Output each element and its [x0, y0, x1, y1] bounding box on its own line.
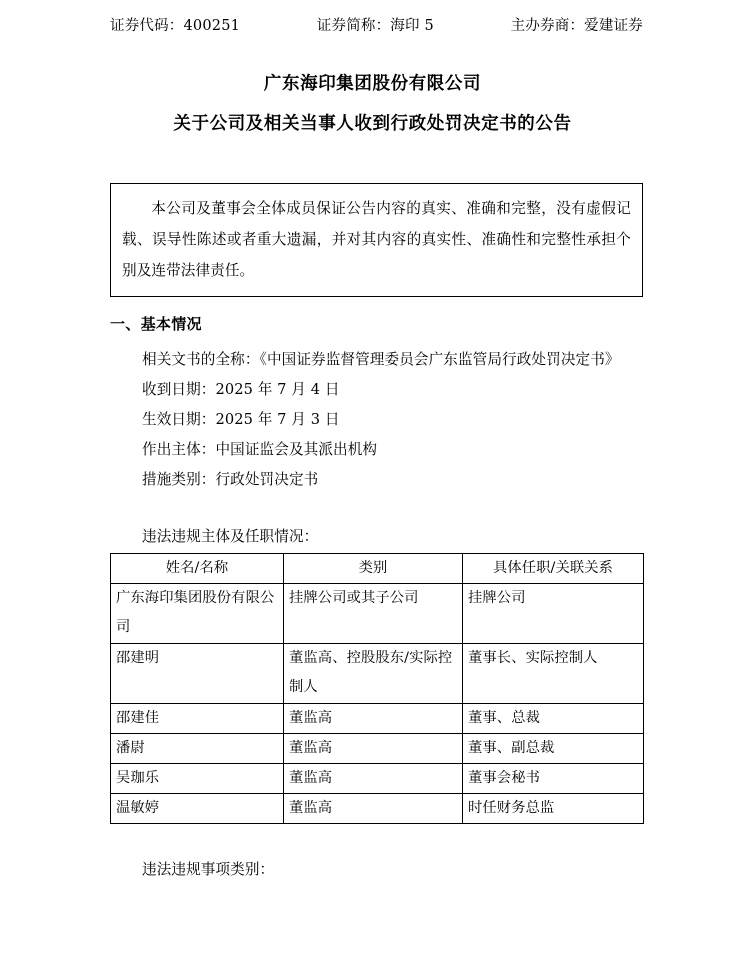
company-name-title: 广东海印集团股份有限公司: [263, 74, 482, 94]
table-row: [111, 764, 644, 794]
security-abbreviation-label: 证券简称：海印 5: [316, 18, 434, 34]
cell-category: 董监高: [284, 704, 463, 734]
disclaimer-text: 本公司及董事会全体成员保证公告内容的真实、准确和完整，没有虚假记载、误导性陈述或者重大遗漏，并对其内容的真实性、准确性和完整性承担个别及连带法律责任。: [122, 200, 631, 279]
cell-category: 挂牌公司或其子公司: [284, 584, 463, 644]
effective-date-line: 生效日期：2025 年 7 月 3 日: [142, 411, 340, 428]
subject-table-caption: 违法违规主体及任职情况：: [142, 528, 319, 545]
cell-name: 邵建明: [111, 644, 284, 704]
column-header-name: 姓名/名称: [111, 554, 284, 584]
cell-category: 董监高: [284, 764, 463, 794]
sponsor-broker-label: 主办券商：爱建证券: [510, 18, 643, 34]
basic-info-lines: [142, 345, 647, 495]
received-date-line: 收到日期：2025 年 7 月 4 日: [142, 381, 340, 398]
table-row: [111, 704, 644, 734]
cell-name: 温敏婷: [111, 794, 284, 824]
disclaimer-box: [110, 183, 643, 297]
column-header-category: 类别: [284, 554, 463, 584]
announcement-title: 关于公司及相关当事人收到行政处罚决定书的公告: [173, 114, 572, 134]
document-running-header: [110, 15, 643, 37]
section-heading-basic-info: 一、基本情况: [110, 315, 202, 333]
table-row: [111, 794, 644, 824]
cell-category: 董监高: [284, 794, 463, 824]
cell-name: 潘尉: [111, 734, 284, 764]
security-code-label: 证券代码：400251: [110, 18, 241, 34]
cell-category: 董监高: [284, 734, 463, 764]
cell-role: 董事、副总裁: [463, 734, 644, 764]
cell-role: 挂牌公司: [463, 584, 644, 644]
violation-subject-table: [110, 553, 644, 824]
table-row: [111, 584, 644, 644]
cell-name: 邵建佳: [111, 704, 284, 734]
cell-category: 董监高、控股股东/实际控制人: [284, 644, 463, 704]
table-header-row: [111, 554, 644, 584]
title-block: [0, 64, 745, 144]
issuing-authority-line: 作出主体：中国证监会及其派出机构: [142, 441, 378, 458]
measure-type-line: 措施类别：行政处罚决定书: [142, 471, 319, 488]
cell-role: 董事长、实际控制人: [463, 644, 644, 704]
cell-role: 董事会秘书: [463, 764, 644, 794]
table-row: [111, 734, 644, 764]
violation-category-caption: 违法违规事项类别：: [142, 861, 275, 878]
cell-name: 吴珈乐: [111, 764, 284, 794]
cell-role: 董事、总裁: [463, 704, 644, 734]
table-row: [111, 644, 644, 704]
cell-name: 广东海印集团股份有限公司: [111, 584, 284, 644]
column-header-role: 具体任职/关联关系: [463, 554, 644, 584]
document-full-name-line: 相关文书的全称：《中国证券监督管理委员会广东监管局行政处罚决定书》: [142, 351, 620, 368]
cell-role: 时任财务总监: [463, 794, 644, 824]
